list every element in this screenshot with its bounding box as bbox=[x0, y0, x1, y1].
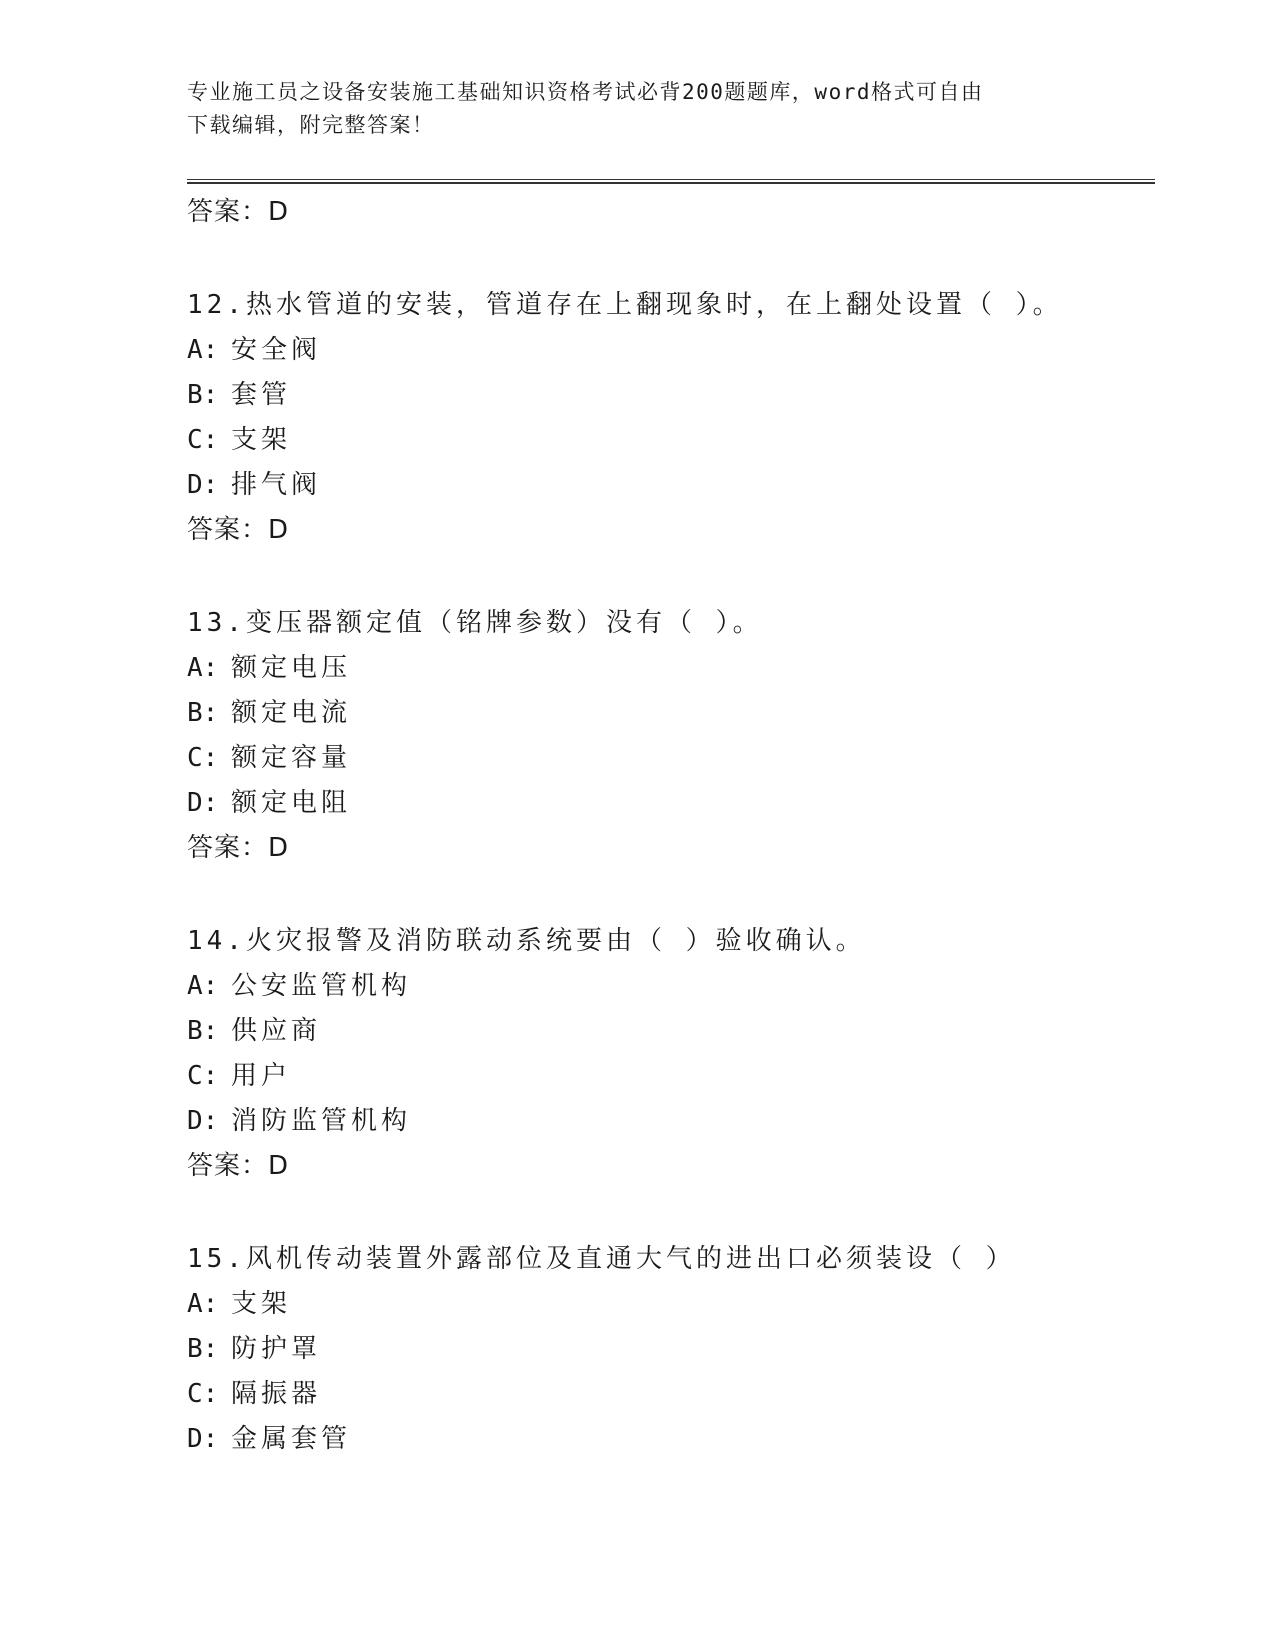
option-text: 安全阀 bbox=[231, 335, 322, 365]
option-text: 金属套管 bbox=[231, 1424, 352, 1454]
option-text: 额定电压 bbox=[231, 653, 352, 683]
option-b bbox=[187, 1009, 1147, 1054]
option-a bbox=[187, 646, 1147, 691]
question-block bbox=[187, 282, 1147, 552]
question-text: 15.风机传动装置外露部位及直通大气的进出口必须装设（ ） bbox=[187, 1244, 1016, 1274]
option-c bbox=[187, 736, 1147, 781]
answer-line: 答案：D bbox=[187, 515, 290, 545]
option-text: 防护罩 bbox=[231, 1334, 322, 1364]
option-c bbox=[187, 418, 1147, 463]
header-line-2: 下载编辑，附完整答案！ bbox=[187, 113, 435, 137]
document-header bbox=[187, 76, 1087, 142]
header-divider-thin bbox=[187, 179, 1155, 180]
option-text: 消防监管机构 bbox=[231, 1106, 412, 1136]
option-letter: A: bbox=[187, 971, 219, 1001]
option-letter: D: bbox=[187, 788, 219, 818]
question-list bbox=[187, 190, 1147, 1462]
option-text: 支架 bbox=[231, 425, 292, 455]
option-letter: C: bbox=[187, 1379, 219, 1409]
option-letter: A: bbox=[187, 1289, 219, 1319]
question-block bbox=[187, 1236, 1147, 1462]
option-letter: D: bbox=[187, 1424, 219, 1454]
option-text: 用户 bbox=[231, 1061, 292, 1091]
option-text: 排气阀 bbox=[231, 470, 322, 500]
option-c bbox=[187, 1054, 1147, 1099]
option-letter: B: bbox=[187, 1334, 219, 1364]
option-text: 供应商 bbox=[231, 1016, 322, 1046]
option-text: 隔振器 bbox=[231, 1379, 322, 1409]
option-letter: B: bbox=[187, 380, 219, 410]
option-letter: D: bbox=[187, 1106, 219, 1136]
answer-line: 答案：D bbox=[187, 197, 290, 227]
option-b bbox=[187, 373, 1147, 418]
option-b bbox=[187, 1327, 1147, 1372]
option-c bbox=[187, 1372, 1147, 1417]
answer-line: 答案：D bbox=[187, 1151, 290, 1181]
option-text: 额定容量 bbox=[231, 743, 352, 773]
option-letter: B: bbox=[187, 698, 219, 728]
option-letter: C: bbox=[187, 743, 219, 773]
question-text: 12.热水管道的安装，管道存在上翻现象时，在上翻处设置（ ）。 bbox=[187, 290, 1063, 320]
question-block bbox=[187, 918, 1147, 1188]
option-letter: C: bbox=[187, 425, 219, 455]
option-a bbox=[187, 1282, 1147, 1327]
question-block bbox=[187, 600, 1147, 870]
option-a bbox=[187, 964, 1147, 1009]
header-divider-thick bbox=[187, 182, 1155, 184]
option-text: 公安监管机构 bbox=[231, 971, 412, 1001]
question-text: 14.火灾报警及消防联动系统要由（ ）验收确认。 bbox=[187, 926, 866, 956]
option-letter: D: bbox=[187, 470, 219, 500]
option-d bbox=[187, 1417, 1147, 1462]
option-letter: A: bbox=[187, 335, 219, 365]
question-text: 13.变压器额定值（铭牌参数）没有（ ）。 bbox=[187, 608, 763, 638]
option-letter: C: bbox=[187, 1061, 219, 1091]
option-text: 额定电流 bbox=[231, 698, 352, 728]
option-text: 套管 bbox=[231, 380, 292, 410]
option-d bbox=[187, 781, 1147, 826]
header-line-1: 专业施工员之设备安装施工基础知识资格考试必背200题题库，word格式可自由 bbox=[187, 80, 984, 104]
option-letter: A: bbox=[187, 653, 219, 683]
option-text: 额定电阻 bbox=[231, 788, 352, 818]
option-d bbox=[187, 1099, 1147, 1144]
option-a bbox=[187, 328, 1147, 373]
option-b bbox=[187, 691, 1147, 736]
option-text: 支架 bbox=[231, 1289, 292, 1319]
option-letter: B: bbox=[187, 1016, 219, 1046]
option-d bbox=[187, 463, 1147, 508]
answer-line: 答案：D bbox=[187, 833, 290, 863]
